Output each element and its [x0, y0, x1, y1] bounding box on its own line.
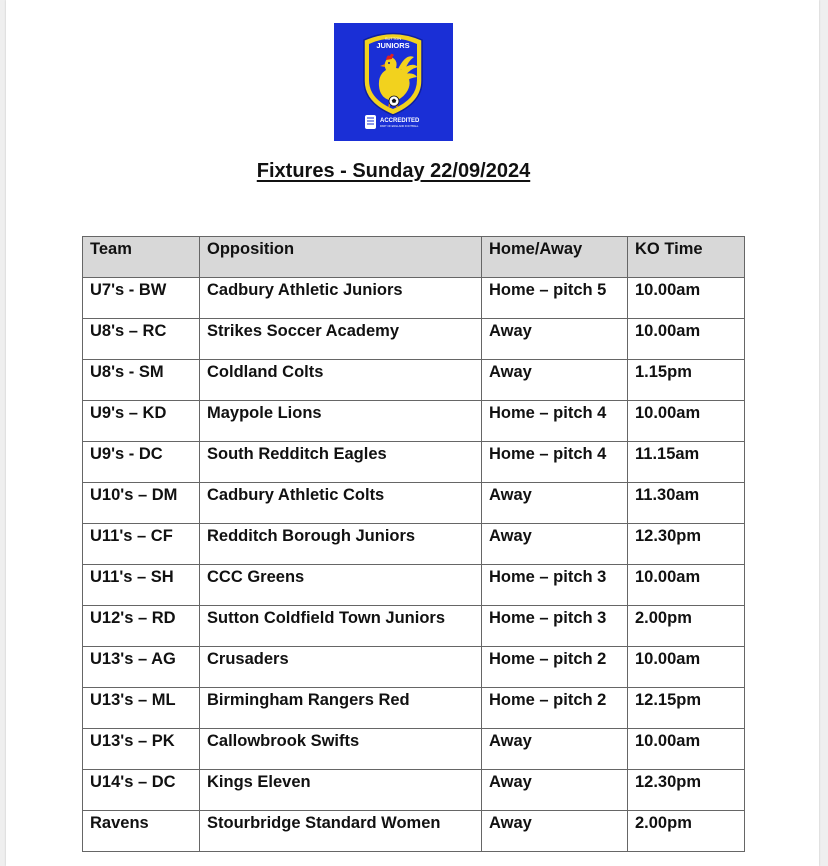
cell-team: U13's – PK — [83, 729, 200, 770]
table-row — [83, 647, 745, 688]
cell-team: U11's – SH — [83, 565, 200, 606]
logo-badge-text: ACCREDITED — [380, 118, 420, 124]
cell-ko-time: 2.00pm — [628, 811, 745, 852]
cell-opposition: Strikes Soccer Academy — [200, 319, 482, 360]
cell-ko-time: 12.30pm — [628, 770, 745, 811]
cell-home-away: Home – pitch 4 — [482, 442, 628, 483]
page-title — [6, 160, 781, 183]
cell-home-away: Home – pitch 3 — [482, 606, 628, 647]
cell-ko-time: 10.00am — [628, 729, 745, 770]
table-row — [83, 688, 745, 729]
header-home-away: Home/Away — [482, 237, 628, 278]
cell-opposition: Redditch Borough Juniors — [200, 524, 482, 565]
cell-team: U9's - DC — [83, 442, 200, 483]
fa-badge-icon — [365, 115, 376, 129]
cell-home-away: Away — [482, 483, 628, 524]
table-row — [83, 442, 745, 483]
header-opposition: Opposition — [200, 237, 482, 278]
cell-ko-time: 2.00pm — [628, 606, 745, 647]
header-ko-time: KO Time — [628, 237, 745, 278]
document-page — [6, 0, 819, 866]
cell-home-away: Home – pitch 4 — [482, 401, 628, 442]
cell-team: U10's – DM — [83, 483, 200, 524]
header-team: Team — [83, 237, 200, 278]
cell-team: U7's - BW — [83, 278, 200, 319]
cell-opposition: Kings Eleven — [200, 770, 482, 811]
football-icon — [389, 96, 399, 106]
logo-name-text: JUNIORS — [376, 41, 410, 50]
table-row — [83, 483, 745, 524]
table-row — [83, 770, 745, 811]
cell-ko-time: 10.00am — [628, 319, 745, 360]
cell-team: U11's – CF — [83, 524, 200, 565]
cell-team: U9's – KD — [83, 401, 200, 442]
cell-opposition: Crusaders — [200, 647, 482, 688]
cell-opposition: Birmingham Rangers Red — [200, 688, 482, 729]
logo-top-text: SUTTON — [384, 36, 402, 41]
cell-team: U8's - SM — [83, 360, 200, 401]
cell-team: U8's – RC — [83, 319, 200, 360]
page-title-text: Fixtures - Sunday 22/09/2024 — [256, 160, 531, 182]
cell-ko-time: 12.30pm — [628, 524, 745, 565]
cell-opposition: Maypole Lions — [200, 401, 482, 442]
cell-opposition: Stourbridge Standard Women — [200, 811, 482, 852]
cell-opposition: Callowbrook Swifts — [200, 729, 482, 770]
cell-opposition: Cadbury Athletic Juniors — [200, 278, 482, 319]
cell-home-away: Away — [482, 524, 628, 565]
cell-home-away: Home – pitch 5 — [482, 278, 628, 319]
cell-home-away: Away — [482, 319, 628, 360]
club-logo — [334, 23, 453, 141]
table-row — [83, 524, 745, 565]
club-crest-icon — [334, 23, 453, 141]
cell-home-away: Home – pitch 2 — [482, 647, 628, 688]
table-header-row — [83, 237, 745, 278]
cell-home-away: Away — [482, 729, 628, 770]
cell-ko-time: 10.00am — [628, 565, 745, 606]
cell-ko-time: 11.15am — [628, 442, 745, 483]
cell-team: U14's – DC — [83, 770, 200, 811]
cell-team: U13's – ML — [83, 688, 200, 729]
cell-ko-time: 10.00am — [628, 647, 745, 688]
cell-ko-time: 1.15pm — [628, 360, 745, 401]
cell-opposition: South Redditch Eagles — [200, 442, 482, 483]
cell-ko-time: 11.30am — [628, 483, 745, 524]
cell-team: U13's – AG — [83, 647, 200, 688]
cell-team: Ravens — [83, 811, 200, 852]
cell-home-away: Away — [482, 360, 628, 401]
cell-opposition: Cadbury Athletic Colts — [200, 483, 482, 524]
logo-sub-text: PART OF ENGLAND FOOTBALL — [380, 125, 419, 128]
cell-opposition: Sutton Coldfield Town Juniors — [200, 606, 482, 647]
cell-opposition: Coldland Colts — [200, 360, 482, 401]
cell-home-away: Away — [482, 811, 628, 852]
cell-home-away: Away — [482, 770, 628, 811]
table-row — [83, 401, 745, 442]
table-row — [83, 729, 745, 770]
cell-team: U12's – RD — [83, 606, 200, 647]
table-row — [83, 360, 745, 401]
fixtures-table — [82, 236, 745, 852]
cell-ko-time: 10.00am — [628, 401, 745, 442]
cell-home-away: Home – pitch 2 — [482, 688, 628, 729]
cell-ko-time: 12.15pm — [628, 688, 745, 729]
cell-opposition: CCC Greens — [200, 565, 482, 606]
table-row — [83, 565, 745, 606]
table-row — [83, 811, 745, 852]
table-row — [83, 278, 745, 319]
cell-home-away: Home – pitch 3 — [482, 565, 628, 606]
cell-ko-time: 10.00am — [628, 278, 745, 319]
table-row — [83, 319, 745, 360]
table-row — [83, 606, 745, 647]
